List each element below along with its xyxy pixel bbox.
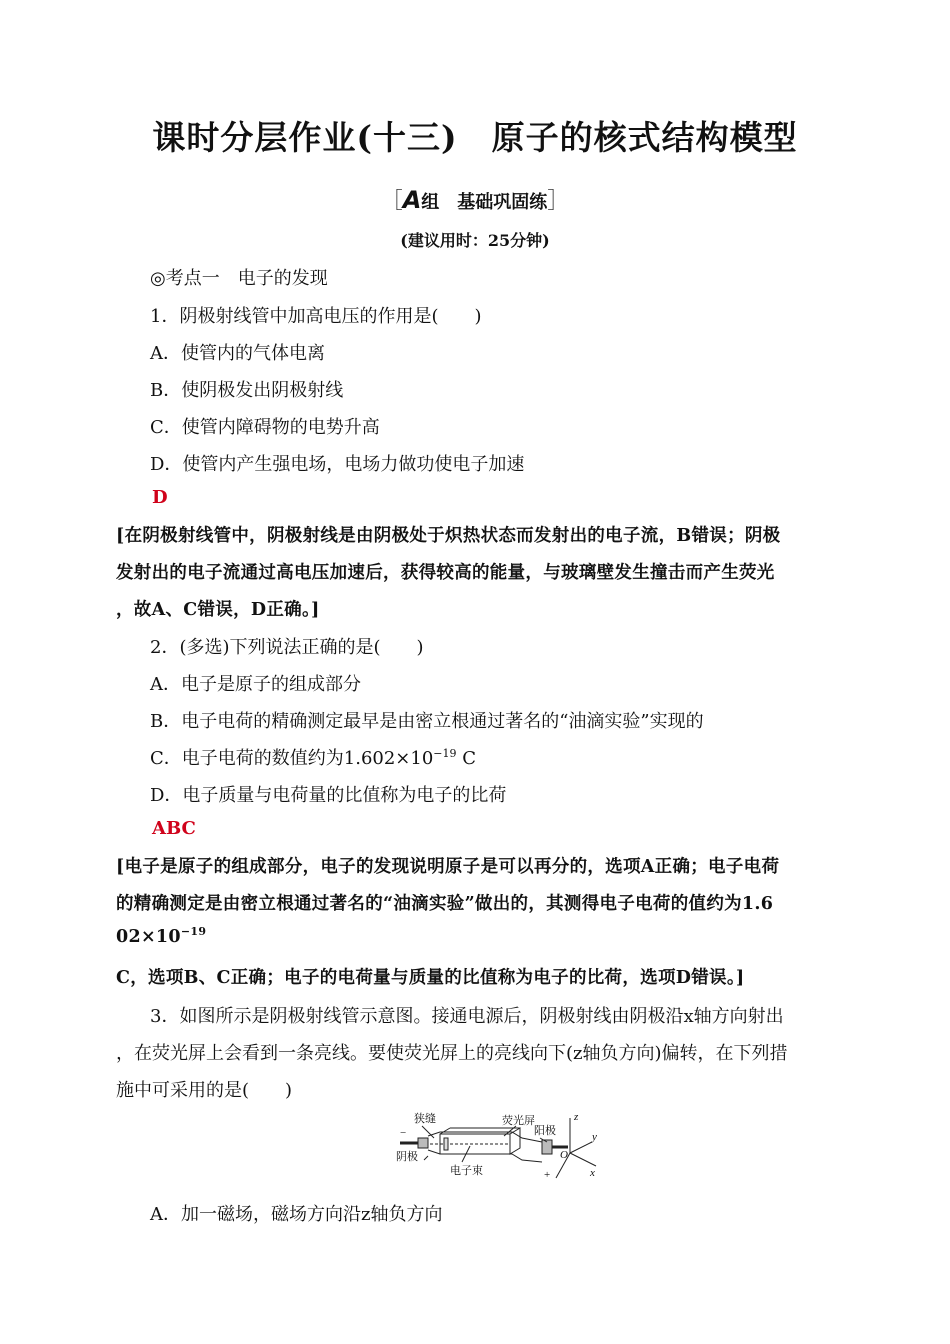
label-beam: 电子束 [450, 1165, 483, 1177]
q1-option-b: B．使阴极发出阴极射线 [150, 380, 344, 401]
q3-option-a: A．加一磁场，磁场方向沿z轴负方向 [150, 1204, 443, 1225]
axis-y: y [592, 1131, 597, 1143]
q3-stem-line: ，在荧光屏上会看到一条亮线。要使荧光屏上的亮线向下(z轴负方向)偏转，在下列措 [116, 1043, 788, 1064]
label-anode: 阳极 [534, 1125, 556, 1137]
label-screen: 荧光屏 [502, 1115, 535, 1127]
axis-z: z [574, 1111, 579, 1123]
q2-explanation-line: C，选项B、C正确；电子的电荷量与质量的比值称为电子的比荷，选项D错误。] [116, 968, 745, 988]
group-letter: A [402, 186, 422, 214]
q1-option-c: C．使管内障碍物的电势升高 [150, 417, 380, 438]
label-slit: 狭缝 [414, 1113, 436, 1125]
q3-stem-line: 施中可采用的是( ) [116, 1080, 293, 1101]
q1-stem: 1．阴极射线管中加高电压的作用是( ) [150, 306, 482, 327]
q2-option-d: D．电子质量与电荷量的比值称为电子的比荷 [150, 785, 507, 806]
page-title: 课时分层作业(十三) 原子的核式结构模型 [152, 118, 798, 157]
label-minus: − [400, 1127, 407, 1139]
origin-o: O [560, 1149, 568, 1161]
group-header [0, 184, 950, 215]
q2-explanation-line: 的精确测定是由密立根通过著名的“油滴实验”做出的，其测得电子电荷的值约为1.6 [116, 894, 774, 914]
q2-option-c: C．电子电荷的数值约为$1.602\times 10^{-19}$ C [150, 747, 477, 769]
time-hint: (建议用时：25分钟) [400, 231, 550, 250]
q2-option-b: B．电子电荷的精确测定最早是由密立根通过著名的“油滴实验”实现的 [150, 711, 704, 732]
group-label: 组 基础巩固练 [421, 192, 548, 213]
group-bracket-right: ］ [547, 189, 570, 214]
axis-x: x [590, 1167, 595, 1179]
section-heading: ◎考点一 电子的发现 [150, 268, 328, 289]
q2-explanation-line: $02\times 10^{-19}$ [116, 925, 207, 947]
q2-option-a: A．电子是原子的组成部分 [150, 674, 361, 695]
q1-answer: D [152, 487, 168, 508]
q1-explanation-line: 发射出的电子流通过高电压加速后，获得较高的能量，与玻璃壁发生撞击而产生荧光 [116, 563, 775, 583]
cathode-ray-tube-figure [392, 1108, 602, 1186]
q2-explanation-line: [电子是原子的组成部分，电子的发现说明原子是可以再分的，选项A正确；电子电荷 [116, 857, 780, 877]
label-plus: + [544, 1169, 551, 1181]
group-bracket-left: ［ [380, 189, 403, 214]
q1-option-a: A．使管内的气体电离 [150, 343, 325, 364]
q2-answer: ABC [152, 818, 196, 839]
q1-explanation-line: ，故A、C错误，D正确。] [116, 600, 320, 620]
q1-explanation-line: [在阴极射线管中，阴极射线是由阴极处于炽热状态而发射出的电子流，B错误；阴极 [116, 526, 781, 546]
label-cathode: 阴极 [396, 1151, 418, 1163]
q1-option-d: D．使管内产生强电场，电场力做功使电子加速 [150, 454, 525, 475]
q2-stem: 2．(多选)下列说法正确的是( ) [150, 637, 424, 658]
q3-stem-line: 3．如图所示是阴极射线管示意图。接通电源后，阴极射线由阴极沿x轴方向射出 [150, 1006, 784, 1027]
